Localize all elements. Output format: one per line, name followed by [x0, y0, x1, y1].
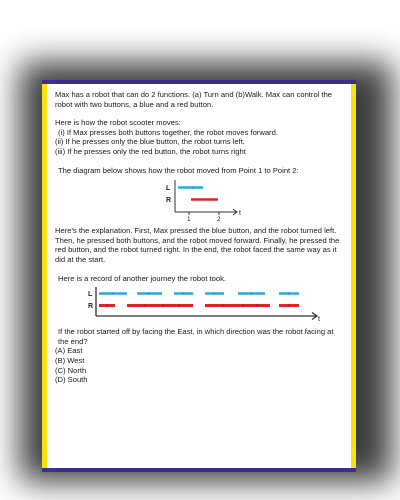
record-intro: Here is a record of another journey the robot took. — [58, 273, 227, 283]
document-frame — [42, 80, 356, 472]
tick-label-2: 2 — [216, 216, 221, 223]
explanation-text: Here's the explanation. First, Max pressed the blue button, and the robot turned left. Then, he pressed both buttons, and the robot moved forward. Finally, he pressed the red button, and the robot turned right. In the end, the robot faced the same way as it did at the start. — [55, 226, 340, 264]
rule-3: (iii) If he presses only the red button, the robot turns right — [55, 146, 246, 156]
time-axis-label: t — [318, 314, 321, 324]
time-axis-label: t — [238, 210, 241, 218]
intro-text: Max has a robot that can do 2 functions. (a) Turn and (b)Walk. Max can control the robot with two buttons, a blue and a red button. — [55, 90, 333, 109]
option-b: (B) West — [55, 355, 85, 365]
document-page — [47, 84, 351, 468]
option-d: (D) South — [55, 375, 88, 385]
row-label-r: R — [165, 197, 171, 205]
rule-1: (i) If Max presses both buttons together, the robot moves forward. — [58, 127, 278, 137]
rules-heading: Here is how the robot scooter moves: — [55, 118, 181, 128]
row-label-l: L — [165, 185, 170, 193]
row-label-l: L — [88, 291, 93, 299]
rule-2: (ii) If he presses only the blue button, the robot turns left. — [55, 137, 245, 147]
row-label-r: R — [88, 303, 94, 311]
diagram-point1-to-point2 — [155, 178, 245, 222]
diagram-intro: The diagram below shows how the robot moved from Point 1 to Point 2: — [58, 165, 299, 175]
question-text: If the robot started off by facing the East, in which direction was the robot facing at the end? — [58, 327, 334, 346]
diagram-second-journey — [85, 285, 325, 323]
tick-label-1: 1 — [186, 216, 191, 223]
option-c: (C) North — [55, 365, 87, 375]
option-a: (A) East — [55, 346, 83, 356]
